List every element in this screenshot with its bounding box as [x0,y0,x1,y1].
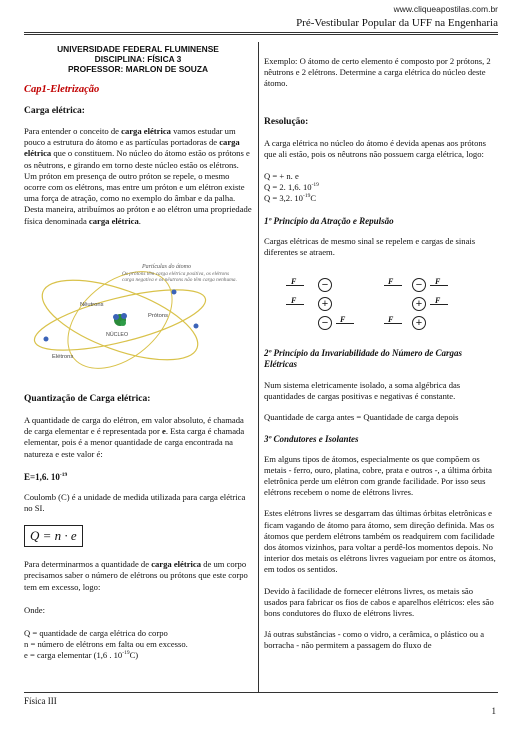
site-url[interactable]: www.cliqueapostilas.com.br [393,4,498,14]
e-value-text: E=1,6. 10 [24,471,60,482]
paragraph-determinar [24,559,252,593]
paragraph-carga [24,126,252,227]
force-label: F [435,296,441,305]
e-value-exp: -19 [59,471,68,478]
negative-charge: − [318,316,332,330]
positive-charge: + [412,316,426,330]
bold-term: carga elétrica [121,126,171,136]
force-label: F [291,296,297,305]
paragraph-quantizacao [24,415,252,460]
principle-1-text: Cargas elétricas de mesmo sinal se repelem e cargas de sinais diferentes se atraem. [264,235,476,257]
definition-q: Q = quantidade de carga elétrica do corpo [24,628,168,639]
column-divider [258,42,259,692]
header-rule-2 [24,34,498,35]
heading-principle-1: 1º Princípio da Atração e Repulsão [264,215,394,226]
equation-2-exp: -19 [311,182,319,189]
bold-term: e [161,426,166,437]
label-eletrons: Elétrons [52,354,74,360]
resolution-text: A carga elétrica no núcleo do átomo é devida apenas aos prótons que ali estão, pois os nêutrons não possuem carga elétrica, logo: [264,137,487,159]
force-label: F [291,277,297,286]
conductors-text-4: Já outras substâncias - como o vidro, a cerâmica, o plástico ou a borracha - não permitem a passagem do fluxo de [264,629,485,651]
left-column-2 [24,394,252,662]
definition-n: n = número de elétrons em falta ou em excesso. [24,639,188,650]
bold-term: carga elétrica [88,215,139,226]
figure-caption: Os prótons têm carga elétrica positiva, os elétrons carga negativa e os nêutrons não têm carga nenhuma. [122,271,237,284]
example-text: Exemplo: O átomo de certo elemento é composto por 2 prótons, 2 nêutrons e 2 elétrons. Determine a carga elétrica do núcleo deste átomo. [264,56,491,89]
negative-charge: − [318,278,332,292]
force-label: F [388,315,394,324]
force-label: F [388,277,394,286]
label-nucleo: NÚCLEO [106,332,129,338]
heading-resolucao: Resolução: [264,116,309,127]
equation-2 [264,182,496,193]
positive-charge: + [412,297,426,311]
heading-carga: Carga elétrica: [24,106,85,116]
page-number: 1 [491,706,496,716]
professor: PROFESSOR: MARLON DE SOUZA [67,64,209,74]
chapter-title: Cap1-Eletrização [24,84,100,95]
figure-title: Partículas do átomo [142,264,191,270]
bold-term: carga elétrica [24,137,240,159]
heading-principle-2: 2º Princípio da Invariabilidade do Número de Cargas Elétricas [264,348,462,369]
formula-box [24,525,83,547]
text-run: Para entender o conceito de [24,126,122,136]
equation-3-text: Q = 3,2. 10 [264,193,303,204]
principle-2-text: Num sistema eletricamente isolado, a soma algébrica das quantidades de cargas positivas e negativas é constante. [264,380,461,402]
onde-label: Onde: [24,604,46,615]
footer-subject: Física III [24,696,57,706]
force-label: F [340,315,346,324]
equation-3 [264,193,496,204]
text-run: vamos estudar um pouco a estrutura do átomo e as partículas portadoras de [24,126,236,148]
label-protons: Prótons [148,313,168,319]
left-column [24,44,252,227]
definition-e-end: C) [129,650,139,661]
positive-charge: + [318,297,332,311]
paragraph-coulomb: Coulomb (C) é a unidade de medida utilizada para carga elétrica no SI. [24,491,246,514]
footer-rule [24,692,498,693]
equation-3-exp: -19 [302,193,311,200]
heading-quantizacao: Quantização de Carga elétrica: [24,394,151,404]
definition-e-text: e = carga elementar (1,6 . 10 [24,650,123,661]
right-column [264,56,496,258]
definition-e-exp: -19 [122,650,130,657]
equation-2-text: Q = 2. 1,6. 10 [264,182,312,193]
heading-principle-3: 3º Condutores e Isolantes [264,433,359,444]
force-label: F [435,277,441,286]
formula: Q = n · e [30,528,77,544]
charges-diagram [264,274,496,334]
negative-charge: − [412,278,426,292]
label-neutrons: Nêutrons [80,302,104,308]
equation-1: Q = + n. e [264,171,299,182]
text-run: . Esta carga é chamada elementar, pois é a menor quantidade de carga encontrada na natureza e este valor é: [24,426,245,459]
definition-e [24,650,252,661]
bold-term: carga elétrica [151,559,202,570]
text-run: . [138,215,141,226]
text-run: de um corpo precisamos saber o número de elétrons ou prótons que este corpo tem em excesso, logo: [24,559,248,592]
atom-figure [24,262,252,374]
conductors-text-2: Estes elétrons livres se desgarram das últimas órbitas eletrônicas e ficam vagando de átomo para átomo, sem direção definida. Mas os átomos que perdem elétrons também os readquirem com facilidade dos átomos vizinhos, para voltar a perdê-los momentos depois. No interior dos metais os elétrons livres vagueiam por entre os átomos, em todos os sentidos. [264,508,496,575]
text-run: A quantidade de carga do elétron, em valor absoluto, é chamada de carga elementar e é representada por [24,415,244,437]
e-value [24,472,252,482]
course-title: Pré-Vestibular Popular da UFF na Engenharia [296,17,498,29]
text-run: Para determinarmos a quantidade de [24,559,152,570]
header-rule [24,32,498,33]
principle-2-equation: Quantidade de carga antes = Quantidade de carga depois [264,412,459,423]
conductors-text-1: Em alguns tipos de átomos, especialmente os que compõem os metais - ferro, ouro, platina, cobre, prata e outros -, a última órbita eletrônica perde um elétron com grande facilidade. Por isso seus elétrons recebem o nome de elétrons livres. [264,453,492,498]
discipline: DISCIPLINA: FÍSICA 3 [94,54,182,64]
university-name: UNIVERSIDADE FEDERAL FLUMINENSE [57,44,219,54]
equation-3-end: C [310,193,317,204]
right-column-2 [264,348,496,652]
conductors-text-3: Devido à facilidade de fornecer elétrons livres, os metais são usados para fabricar os fios de cabos e aparelhos elétricos: eles são bons condutores do fluxo de elétrons livres. [264,585,494,619]
text-run: que o constituem. No núcleo do átomo estão os prótons e os nêutrons, e girando em torno deste núcleo estão os elétrons. Um próton em presença de outro próton se repele, o mesmo ocorre com os elétrons, mas entre um próton e um elétron existe uma força de atração, como no exemplo do âmbar e da palha. Desta maneira, atribuímos ao próton e ao elétron uma propriedade física denominada [24,148,252,226]
